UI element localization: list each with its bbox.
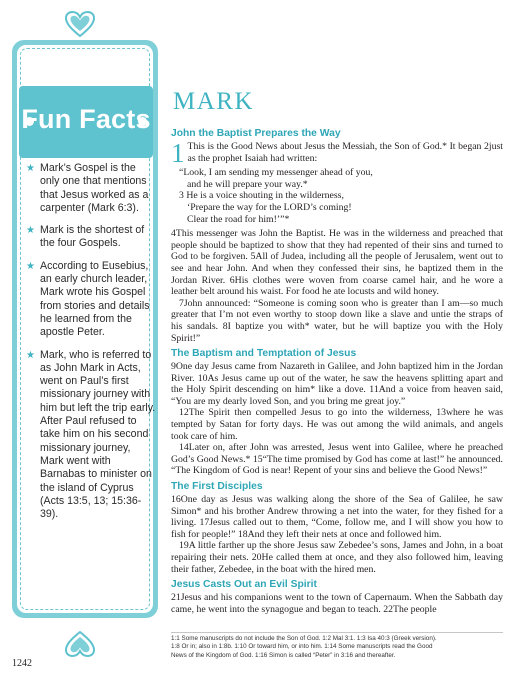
paragraph: 4This messenger was John the Baptist. He was in the wilderness and preached that people should be baptized to show that they had repented of their sins and turned to God to be forgiven. 5All of Judea, including all the people of Jerusalem, went out to see and hear John. And when they confessed their sins, he baptized them in the Jordan River. 6His clothes were woven from coarse camel hair, and he wore a leather belt around his waist. For food he ate locusts and wild honey. [171,228,503,298]
chapter-number: 1 [171,138,185,168]
fact-item: ★ According to Eusebius, an early church leader, Mark wrote his Gospel from stories and details he learned from the apostle Peter. [26,259,150,339]
star-icon: ★ [26,260,35,272]
scripture-text [171,124,503,615]
fact-item: ★ Mark, who is referred to as John Mark in Acts, went on Paul’s first missionary journey with him but left the trip early. After Paul refused to take him on his second missionary journey, Mark went with Barnabas to minister on the island of Cyprus (Acts 13:5, 13; 15:36-39). [26,348,156,521]
paragraph: 16One day as Jesus was walking along the shore of the Sea of Galilee, he saw Simon* and his brother Andrew throwing a net into the water, for they fished for a living. 17Jesus called out to them, “Come, follow me, and I will show you how to fish for people!” 18And they left their nets at once and followed him. [171,494,503,540]
page-number: 1242 [12,658,32,669]
section-heading: John the Baptist Prepares the Way [171,128,341,139]
poem-quote: “Look, I am sending my messenger ahead of you, and he will prepare your way.* 3 He is a voice shouting in the wilderness, ‘Prepare the way for the LORD’s coming! Clear the road for him!’”* [179,167,373,225]
paragraph: 21Jesus and his companions went to the town of Capernaum. When the Sabbath day came, he went into the synagogue and began to teach. 22The people [171,592,503,615]
section-heading: The First Disciples [171,481,263,493]
fun-facts-list [26,162,156,530]
star-icon: ★ [26,163,35,174]
paragraph: 7John announced: “Someone is coming soon who is greater than I am—so much greater that I’m not even worthy to stoop down like a slave and untie the straps of his sandals. 8I baptize you with* water, but he will baptize you with the Holy Spirit!” [171,297,503,344]
paragraph: 9One day Jesus came from Nazareth in Galilee, and John baptized him in the Jordan River. 10As Jesus came up out of the water, he saw the heavens splitting apart and the Holy Spirit descending on him* like a dove. 11And a voice from heaven said, “You are my dearly loved Son, and you bring me great joy.” [171,361,503,407]
book-title: MARK [173,88,255,115]
star-icon: ★ [26,225,35,237]
fact-item: ★ Mark’s Gospel is the only one that mentions that Jesus worked as a carpenter (Mark 6:3). [26,162,149,214]
fun-facts-heading-tag [19,86,153,158]
section-heading: Jesus Casts Out an Evil Spirit [171,579,317,591]
fun-facts-heading: Fun Facts [21,104,151,134]
paragraph: 1 This is the Good News about Jesus the Messiah, the Son of God.* It began 2just as the prophet Isaiah had written: [171,138,503,168]
star-icon: ★ [26,349,35,361]
footnotes: 1:1 Some manuscripts do not include the Son of God. 1:2 Mal 3:1. 1:3 Isa 40:3 (Greek version). 1:8 Or in; also in 1:8b. 1:10 Or toward him, or into him. 1:14 Some manuscripts read the Good News of the Kingdom of God. 1:16 Simon is called “Peter” in 3:16 and thereafter. [171,632,503,660]
paragraph: 19A little farther up the shore Jesus saw Zebedee’s sons, James and John, in a boat repairing their nets. 20He called them at once, and they also followed him, leaving their father, Zebedee, in the boat with the hired men. [171,540,503,575]
heart-ornament-bottom-icon [64,630,96,658]
section-heading: The Baptism and Temptation of Jesus [171,348,357,360]
fact-item: ★ Mark is the shortest of the four Gospels. [26,224,145,250]
paragraph: 12The Spirit then compelled Jesus to go into the wilderness, 13where he was tempted by Satan for forty days. He was out among the wild animals, and angels took care of him. [171,407,503,442]
heart-ornament-icon [64,10,96,38]
paragraph: 14Later on, after John was arrested, Jesus went into Galilee, where he preached God’s Good News.* 15“The time promised by God has come at last!” he announced. “The Kingdom of God is near! Repent of your sins and believe the Good News!” [171,442,503,477]
